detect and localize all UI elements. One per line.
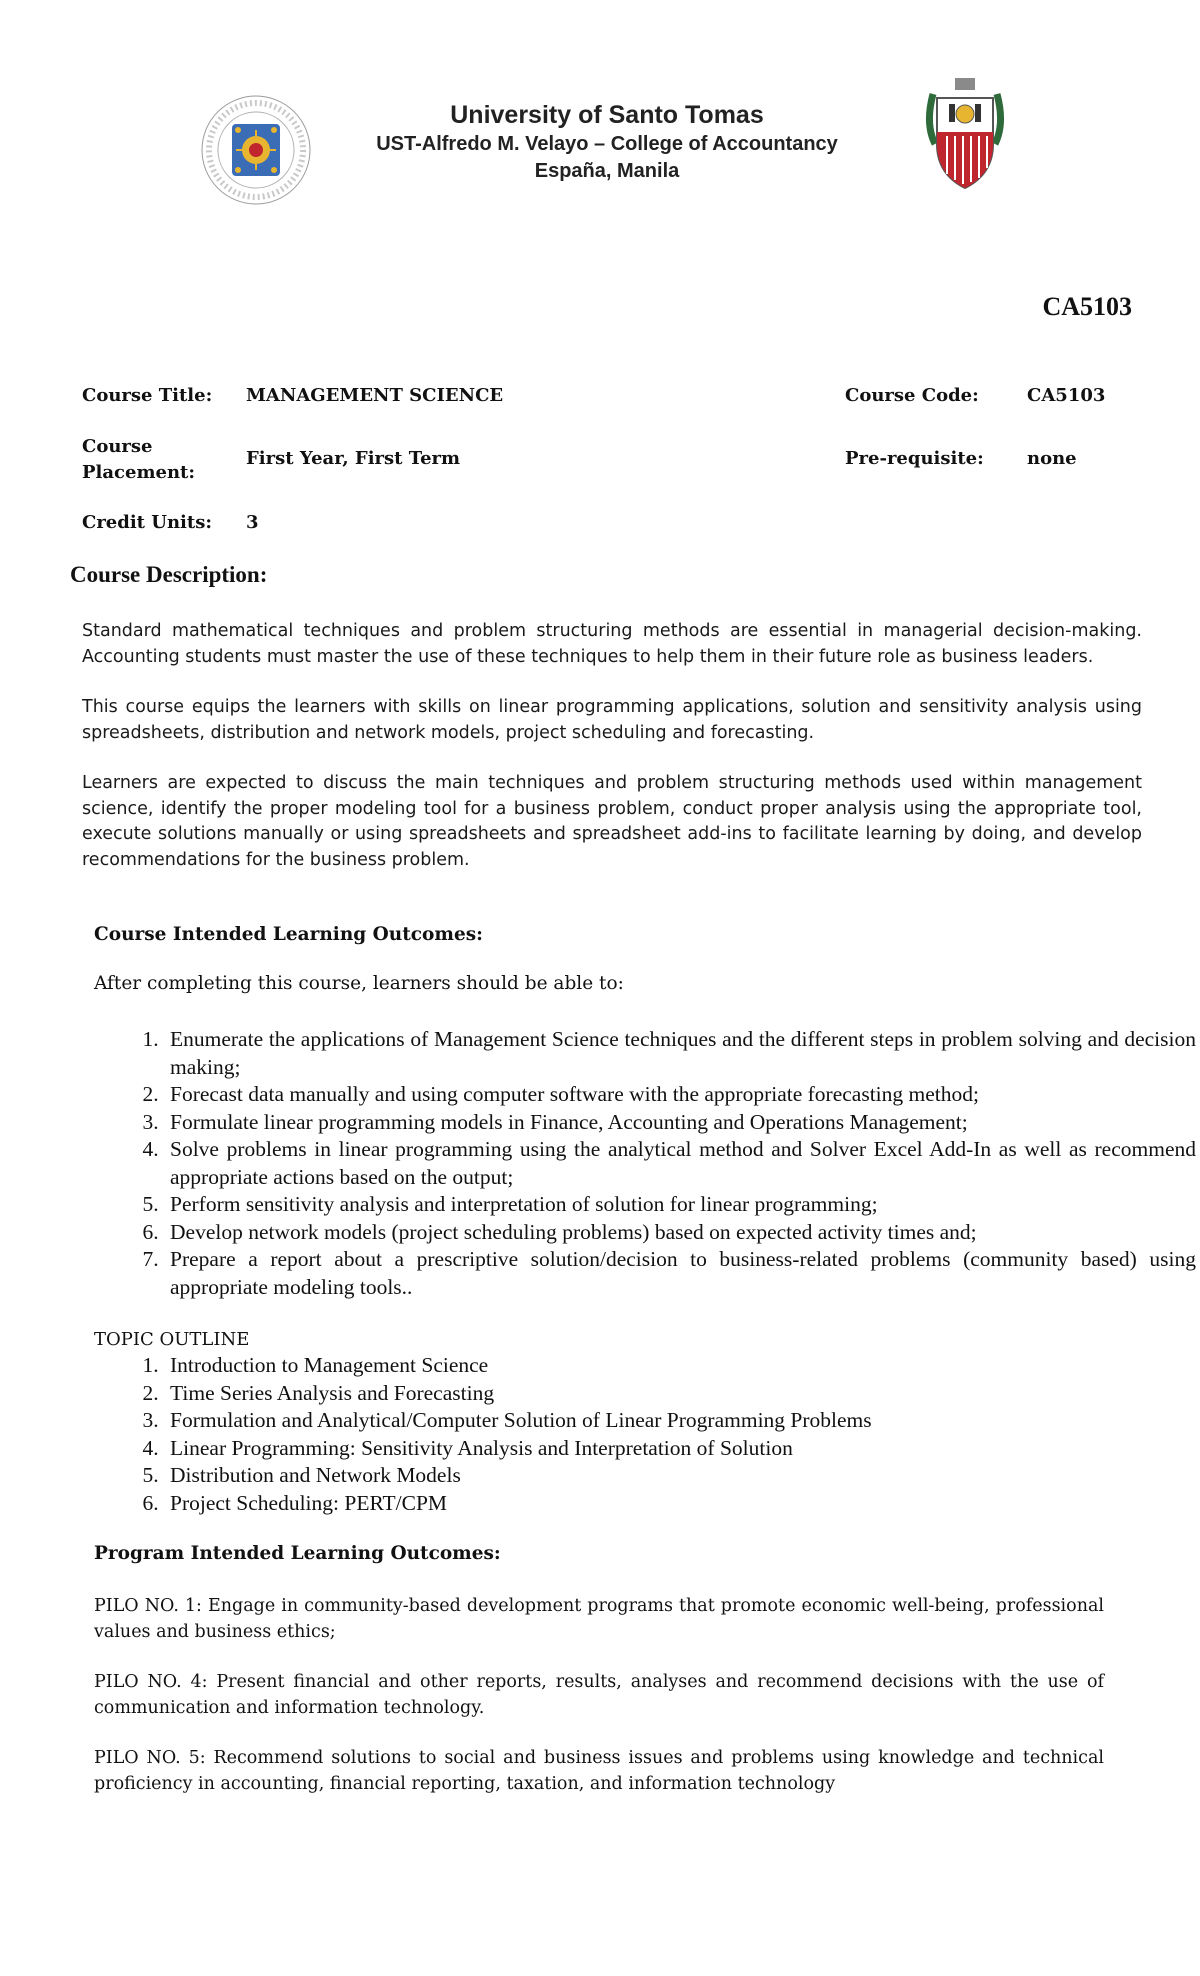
course-code-value: CA5103 <box>1027 385 1106 406</box>
university-name: University of Santo Tomas <box>450 101 764 129</box>
list-item: 6. Develop network models (project scheduling problems) based on expected activity times and; <box>164 1219 1196 1247</box>
course-code-heading: CA5103 <box>1042 292 1132 321</box>
ilo-list <box>128 1026 1196 1301</box>
course-title-value: MANAGEMENT SCIENCE <box>246 385 504 406</box>
course-placement-label: Course Placement: <box>82 436 195 483</box>
ust-seal-icon <box>200 94 312 206</box>
ilo-heading: Course Intended Learning Outcomes: <box>94 924 483 945</box>
pilo-item: PILO NO. 1: Engage in community-based development programs that promote economic well-being, professional values and business ethics; <box>94 1596 1104 1642</box>
college-crest-icon <box>915 74 1015 192</box>
list-item: 3. Formulation and Analytical/Computer Solution of Linear Programming Problems <box>164 1407 1196 1435</box>
prerequisite-label: Pre-requisite: <box>845 448 984 469</box>
course-description-heading: Course Description: <box>70 562 268 587</box>
list-item: 5. Distribution and Network Models <box>164 1462 1196 1490</box>
list-item: 4. Linear Programming: Sensitivity Analysis and Interpretation of Solution <box>164 1435 1196 1463</box>
list-item: 7. Prepare a report about a prescriptive solution/decision to business-related problems (community based) using appropriate modeling tools.. <box>164 1246 1196 1301</box>
course-placement-value: First Year, First Term <box>246 448 461 469</box>
pilo-heading: Program Intended Learning Outcomes: <box>94 1543 501 1564</box>
list-item: 4. Solve problems in linear programming using the analytical method and Solver Excel Add-In as well as recommend appropriate actions based on the output; <box>164 1136 1196 1191</box>
course-code-label: Course Code: <box>845 385 979 406</box>
list-item: 6. Project Scheduling: PERT/CPM <box>164 1490 1196 1518</box>
list-item: 5. Perform sensitivity analysis and interpretation of solution for linear programming; <box>164 1191 1196 1219</box>
list-item: 2. Time Series Analysis and Forecasting <box>164 1380 1196 1408</box>
list-item: 2. Forecast data manually and using computer software with the appropriate forecasting method; <box>164 1081 1196 1109</box>
credit-units-value: 3 <box>246 512 259 533</box>
college-location: España, Manila <box>534 160 680 182</box>
pilo-item: PILO NO. 4: Present financial and other reports, results, analyses and recommend decisions with the use of communication and information technology. <box>94 1672 1104 1718</box>
ilo-intro: After completing this course, learners should be able to: <box>94 973 624 994</box>
college-name: UST-Alfredo M. Velayo – College of Accountancy <box>376 133 838 155</box>
topic-list <box>128 1352 1196 1517</box>
list-item: 1. Introduction to Management Science <box>164 1352 1196 1380</box>
topic-outline-heading: TOPIC OUTLINE <box>94 1329 250 1350</box>
prerequisite-value: none <box>1027 448 1077 469</box>
course-title-label: Course Title: <box>82 385 213 406</box>
university-header <box>372 100 842 185</box>
credit-units-label: Credit Units: <box>82 512 212 533</box>
pilo-item: PILO NO. 5: Recommend solutions to social and business issues and problems using knowledge and technical proficiency in accounting, financial reporting, taxation, and information technology <box>94 1748 1104 1794</box>
list-item: 1. Enumerate the applications of Management Science techniques and the different steps in problem solving and decision making; <box>164 1026 1196 1081</box>
list-item: 3. Formulate linear programming models in Finance, Accounting and Operations Management; <box>164 1109 1196 1137</box>
description-paragraph: This course equips the learners with skills on linear programming applications, solution and sensitivity analysis using spreadsheets, distribution and network models, project scheduling and forecasting. <box>82 697 1142 743</box>
description-paragraph: Standard mathematical techniques and problem structuring methods are essential in managerial decision-making. Accounting students must master the use of these techniques to help them in their future role as business leaders. <box>82 621 1142 667</box>
description-paragraph: Learners are expected to discuss the main techniques and problem structuring methods used within management science, identify the proper modeling tool for a business problem, conduct proper analysis using the appropriate tool, execute solutions manually or using spreadsheets and spreadsheet add-ins to facilitate learning by doing, and develop recommendations for the business problem. <box>82 773 1142 870</box>
